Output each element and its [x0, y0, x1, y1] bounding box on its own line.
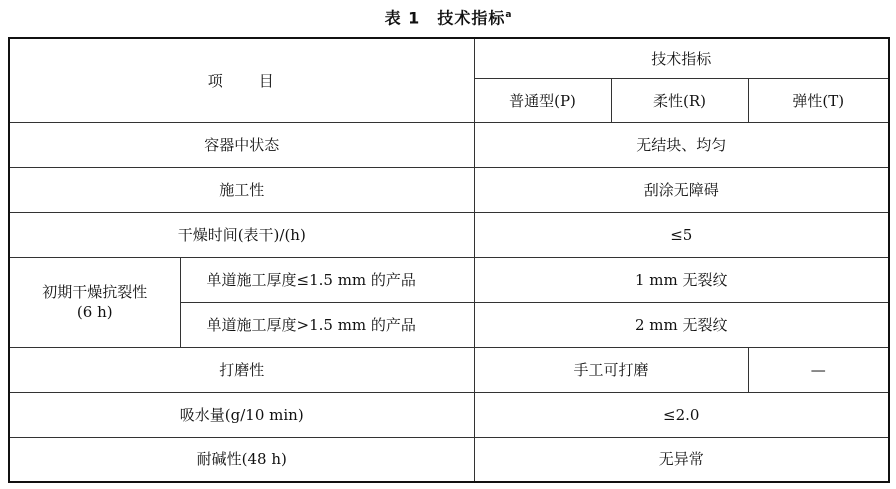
- table-row: [9, 123, 889, 168]
- row-item-alkali-resistance: 耐碱性(48 h): [9, 437, 474, 482]
- type-header-p: 普通型(P): [474, 79, 611, 123]
- row-subitem-thick-layer: 单道施工厚度>1.5 mm 的产品: [180, 302, 474, 347]
- row-value-container-state: 无结块、均匀: [474, 123, 889, 168]
- header-row: [9, 38, 889, 79]
- table-row: [9, 168, 889, 213]
- footnote-mark: a: [505, 10, 512, 20]
- row-item-container-state: 容器中状态: [9, 123, 474, 168]
- type-header-r: 柔性(R): [611, 79, 748, 123]
- table-row: [9, 347, 889, 392]
- technical-indicators-table: [8, 37, 890, 483]
- table-number: 表 1: [384, 8, 421, 28]
- row-item-sanding: 打磨性: [9, 347, 474, 392]
- indicators-header: 技术指标: [474, 38, 889, 79]
- type-header-t: 弹性(T): [748, 79, 889, 123]
- row-value-thick-layer: 2 mm 无裂纹: [474, 302, 889, 347]
- table-title: 技术指标: [437, 8, 506, 28]
- table-row: [9, 257, 889, 302]
- table-row: [9, 213, 889, 258]
- item-column-header: 项 目: [9, 38, 474, 123]
- row-item-drying-time: 干燥时间(表干)/(h): [9, 213, 474, 258]
- row-value-thin-layer: 1 mm 无裂纹: [474, 257, 889, 302]
- crack-resistance-label: 初期干燥抗裂性: [42, 283, 148, 302]
- row-item-water-absorption: 吸水量(g/10 min): [9, 392, 474, 437]
- table-row: [9, 437, 889, 482]
- crack-resistance-duration: (6 h): [76, 303, 113, 322]
- row-subitem-thin-layer: 单道施工厚度≤1.5 mm 的产品: [180, 257, 474, 302]
- row-value-workability: 刮涂无障碍: [474, 168, 889, 213]
- row-item-crack-resistance: [9, 257, 180, 347]
- row-item-workability: 施工性: [9, 168, 474, 213]
- row-value-sanding-t: —: [748, 347, 889, 392]
- row-value-water-absorption: ≤2.0: [474, 392, 889, 437]
- row-value-drying-time: ≤5: [474, 213, 889, 258]
- row-value-alkali-resistance: 无异常: [474, 437, 889, 482]
- row-value-sanding-pr: 手工可打磨: [474, 347, 748, 392]
- table-row: [9, 392, 889, 437]
- table-caption: [0, 4, 896, 29]
